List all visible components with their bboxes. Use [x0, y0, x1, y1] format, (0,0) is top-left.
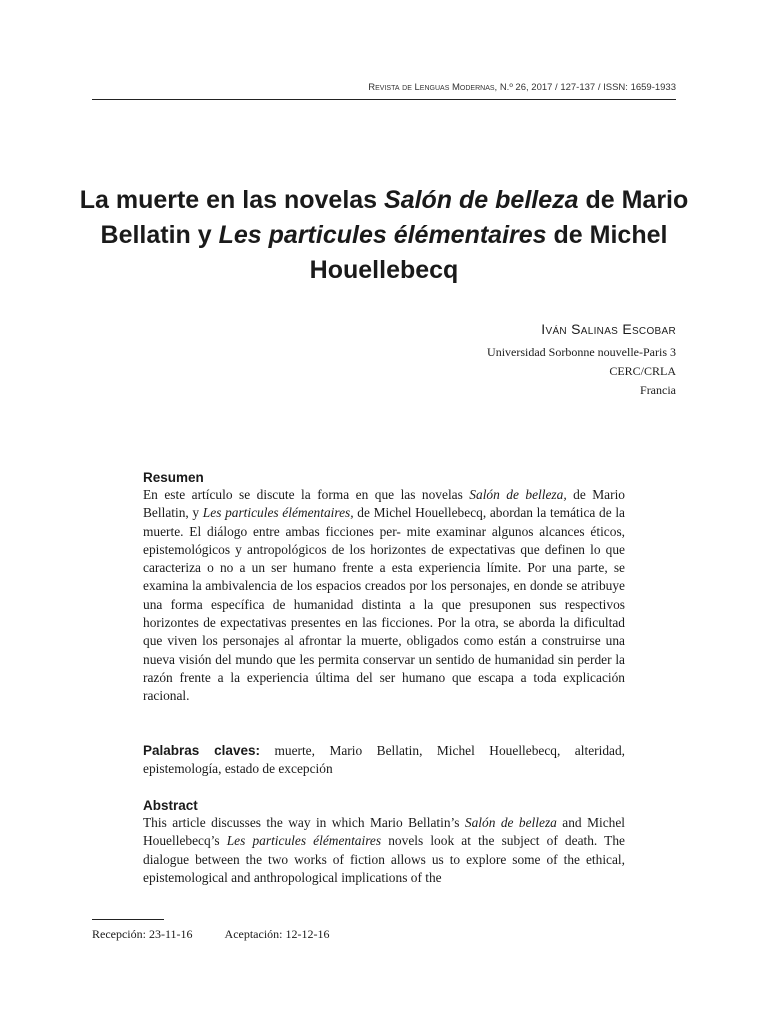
abstract-heading: Abstract [143, 798, 198, 813]
resumen-italic-2: Les particules élémentaires, [202, 505, 354, 521]
abstract-text-part: novels look at the subject of death. The dialogue between the two works of fiction allows us to explore some of the ethical, epistemological and anthropological implications of the [143, 833, 625, 885]
title-italic-1: Salón de belleza [384, 186, 579, 214]
header-rule [92, 99, 676, 100]
issue-info: , N.º 26, 2017 / 127-137 / ISSN: 1659-1933 [494, 82, 676, 93]
reception-date: Recepción: 23-11-16 [92, 927, 193, 941]
resumen-text-part: En este artículo se discute la forma en que las novelas [143, 487, 470, 502]
abstract-text-part: and Michel Houellebecq’s [143, 815, 625, 849]
resumen-text-part: de Mario Bellatin, y [143, 487, 625, 521]
abstract-section [143, 797, 625, 890]
article-title [60, 183, 708, 288]
title-part: de Michel Houellebecq [309, 221, 668, 284]
resumen-text [143, 486, 625, 706]
keywords-section [143, 742, 625, 779]
journal-name: Revista de Lenguas Modernas [368, 82, 495, 93]
affiliation-country: Francia [640, 383, 676, 397]
abstract-text-part: This article discusses the way in which Mario Bellatin’s [143, 815, 465, 830]
title-part: La muerte en las novelas [79, 186, 385, 214]
author-block [487, 321, 676, 400]
resumen-text-part: de Michel Houellebecq, abordan la temática de la muerte. El diálogo entre ambas ficciones per- mite examinar algunos alcances éticos, epistemológicos y antropológicos de los horizontes de expectativas que definen lo que caracteriza o no a un ser humano frente a esta experiencia límite. Por una parte, se examina la ambivalencia de los espacios creados por los personajes, en donde se atribuye una forma específica de humanidad distinta a la que presuponen sus respectivos horizontes de expectativas presentes en las ficciones. Por la otra, se aborda la dificultad que viven los personajes al afrontar la muerte, obligados como están a construirse una nueva visión del mundo que les permita conservar un sentido de humanidad sin perder la razón frente a la experiencia última del ser humano que escapa a toda explicación racional. [143, 505, 625, 704]
author-name: Iván Salinas Escobar [541, 321, 676, 337]
affiliation-center: CERC/CRLA [609, 364, 676, 378]
affiliation-university: Universidad Sorbonne nouvelle-Paris 3 [487, 345, 676, 359]
footer-rule [92, 919, 164, 920]
abstract-italic-1: Salón de belleza [464, 815, 557, 830]
resumen-section [143, 469, 625, 706]
keywords-list: muerte, Mario Bellatin, Michel Houellebecq, alteridad, epistemología, estado de excepción [143, 743, 625, 777]
abstract-text [143, 814, 625, 887]
running-head [368, 82, 676, 93]
resumen-italic-1: Salón de belleza, [469, 487, 567, 502]
footer-dates [92, 927, 330, 942]
acceptance-date: Aceptación: 12-12-16 [224, 927, 330, 941]
keywords-label: Palabras claves: [143, 743, 260, 758]
abstract-italic-2: Les particules élémentaires [226, 833, 382, 849]
title-italic-2: Les particules élémentaires [218, 221, 547, 249]
title-part: de Mario Bellatin y [100, 186, 689, 249]
resumen-heading: Resumen [143, 470, 204, 485]
keywords-text [143, 742, 625, 779]
